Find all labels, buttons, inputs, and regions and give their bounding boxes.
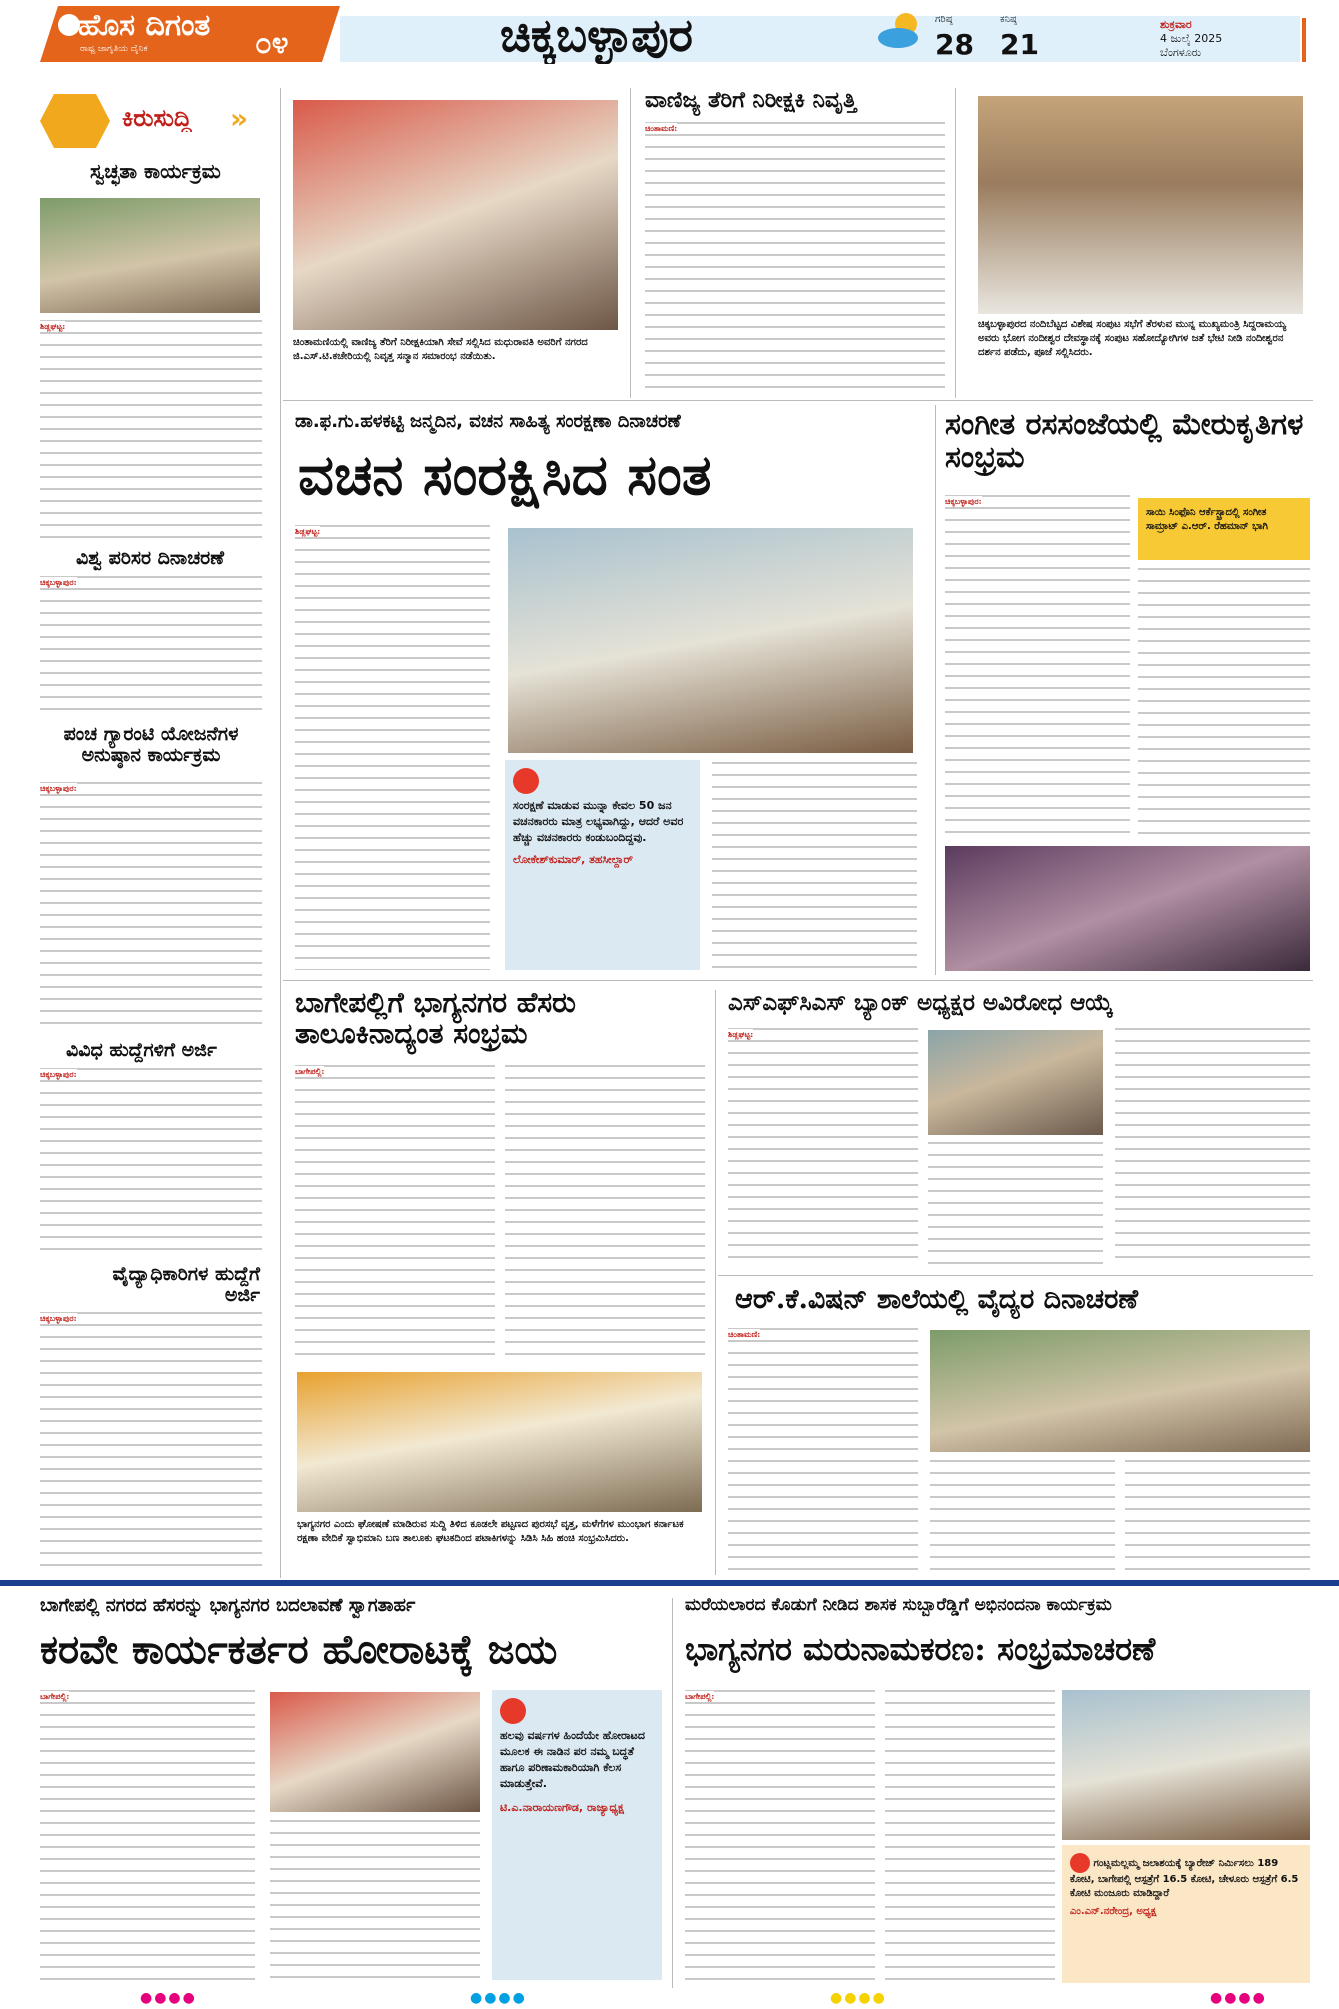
paper-logo-icon [58,14,80,36]
section-rule [283,400,1313,401]
section-rule [718,1275,1313,1276]
min-temp-label: ಕನಿಷ್ಠ [1000,14,1017,25]
registration-marks: ●●●● [470,1990,527,2006]
photo-retirement-felicitation [293,100,618,330]
weather-sun-cloud-icon [876,10,930,50]
page-number: ೦೪ [255,26,289,61]
masthead-band [340,16,1300,62]
quote-mark-icon [1070,1853,1090,1873]
min-temp: 21 [1000,28,1039,61]
registration-marks: ●●●● [1210,1990,1267,2006]
article-body [270,1820,480,1980]
brief-dateline: ಚಿಕ್ಕಬಳ್ಳಾಪುರ: [40,1069,77,1079]
article-body [928,1142,1103,1268]
headline-music: ಸಂಗೀತ ರಸಸಂಜೆಯಲ್ಲಿ ಮೇರುಕೃತಿಗಳ ಸಂಭ್ರಮ [945,407,1304,475]
article-body [885,1690,1055,1980]
article-body [930,1460,1115,1573]
article-dateline: ಬಾಗೇಪಲ್ಲಿ: [40,1691,70,1701]
brief-dateline: ಶಿಡ್ಲಘಟ್ಟ: [40,321,66,331]
brief-dateline: ಚಿಕ್ಕಬಳ್ಳಾಪುರ: [40,1313,77,1323]
brief-dateline: ಚಿಕ್ಕಬಳ್ಳಾಪುರ: [40,577,77,587]
quote-text: ಸಂರಕ್ಷಣೆ ಮಾಡುವ ಮುನ್ನಾ ಕೇವಲ 50 ಜನ ವಚನಕಾರರು ಮಾತ್ರ ಲಭ್ಯವಾಗಿದ್ದು, ಆದರೆ ಅವರ ಹೆಚ್ಚು ವಚನಕಾರರು ಕಂಡುಬಂದಿದ್ದವು. [513,799,684,844]
brief-body [40,1068,262,1258]
kirusuddi-header [40,92,265,150]
photo-bhagyanagara-celebration [297,1372,702,1512]
article-body [295,1065,495,1365]
kicker-karave: ಬಾಗೇಪಲ್ಲಿ ನಗರದ ಹೆಸರನ್ನು ಭಾಗ್ಯನಗರ ಬದಲಾವಣೆ ಸ್ವಾಗತಾರ್ಹ [40,1595,416,1616]
paper-name: ಹೊಸ ದಿಗಂತ [78,8,211,43]
brief-body [40,576,262,716]
column-rule [672,1598,673,1988]
article-dateline: ಚಿಂತಾಮಣಿ: [728,1329,761,1339]
article-dateline: ಶಿಡ್ಲಘಟ್ಟ: [295,526,321,536]
kirusuddi-title: ಕಿರುಸುದ್ದಿ [122,104,192,132]
max-temp-label: ಗರಿಷ್ಠ [935,14,953,25]
article-body [40,1690,255,1980]
quote-box-karave [492,1690,662,1980]
article-body [712,762,917,970]
masthead [0,0,1339,70]
brief-body [40,782,262,1032]
photo-doctors-day-students [930,1330,1310,1452]
registration-marks: ●●●● [830,1990,887,2006]
brief-heading: ಪಂಚ ಗ್ಯಾರಂಟಿ ಯೋಜನೆಗಳ ಅನುಷ್ಠಾನ ಕಾರ್ಯಕ್ರಮ [63,723,239,766]
article-body [1138,568,1310,835]
brief-photo-cleanup [40,198,260,313]
column-rule [955,88,956,398]
brief-heading: ವೈದ್ಯಾಧಿಕಾರಿಗಳ ಹುದ್ದೆಗೆ ಅರ್ಜಿ [112,1263,260,1306]
column-rule [715,990,716,1575]
article-dateline: ಚಿಂತಾಮಣಿ: [645,123,678,133]
photo-caption: ಚಿಂತಾಮಣಿಯಲ್ಲಿ ವಾಣಿಜ್ಯ ತೆರಿಗೆ ನಿರೀಕ್ಷಕಿಯಾಗಿ ಸೇವೆ ಸಲ್ಲಿಸಿದ ಮಧುರಾವತಿ ಅವರಿಗೆ ನಗರದ ಜಿ.ಎಸ್.ಟಿ.ಕಚೇರಿಯಲ್ಲಿ ನಿವೃತ್ತ ಸನ್ಮಾನ ಸಮಾರಂಭ ನಡೆಯಿತು. [293,337,588,362]
article-body [645,122,945,392]
headline-felicitation: ಭಾಗ್ಯನಗರ ಮರುನಾಮಕರಣ: ಸಂಭ್ರಮಾಚರಣೆ [685,1630,1156,1668]
article-dateline: ಬಾಗೇಪಲ್ಲಿ: [295,1066,325,1076]
highlight-box-music [1138,498,1310,560]
article-body [1115,1028,1310,1268]
brief-heading: ವಿಶ್ವ ಪರಿಸರ ದಿನಾಚರಣೆ [76,547,225,569]
headline-retirement: ವಾಣಿಜ್ಯ ತೆರಿಗೆ ನಿರೀಕ್ಷಕಿ ನಿವೃತ್ತಿ [645,87,857,113]
article-dateline: ಬಾಗೇಪಲ್ಲಿ: [685,1691,715,1701]
section-divider-band [0,1580,1339,1586]
headline-karave: ಕರವೇ ಕಾರ್ಯಕರ್ತರ ಹೋರಾಟಕ್ಕೆ ಜಯ [40,1626,558,1673]
section-rule [283,980,1313,981]
article-body [728,1328,918,1573]
quote-box-felicitation [1062,1845,1310,1983]
quote-attribution: ಲೋಕೇಶ್‌ಕುಮಾರ್, ತಹಸೀಲ್ದಾರ್ [513,853,633,866]
article-dateline: ಶಿಡ್ಲಘಟ್ಟ: [728,1029,754,1039]
edition-place: ಬೆಂಗಳೂರು [1160,46,1202,59]
weekday: ಶುಕ್ರವಾರ [1160,18,1192,31]
headline-doctors-day: ಆರ್.ಕೆ.ವಿಷನ್ ಶಾಲೆಯಲ್ಲಿ ವೈದ್ಯರ ದಿನಾಚರಣೆ [735,1284,1139,1315]
article-body [295,525,490,970]
photo-karave-protest [270,1692,480,1812]
date-block [1160,18,1300,60]
quote-mark-icon [513,768,539,794]
highlight-text: ಸಾಯಿ ಸಿಂಫೊನಿ ಆರ್ಕೆಸ್ಟ್ರಾದಲ್ಲಿ ಸಂಗೀತ ಸಾಮ್ರಾಟ್ ಎ.ಆರ್. ರೆಹಮಾನ್ ಭಾಗಿ [1146,507,1268,532]
photo-caption: ಚಿಕ್ಕಬಳ್ಳಾಪುರದ ನಂದಿಬೆಟ್ಟದ ವಿಶೇಷ ಸಂಪುಟ ಸಭೆಗೆ ತೆರಳುವ ಮುನ್ನ ಮುಖ್ಯಮಂತ್ರಿ ಸಿದ್ದರಾಮಯ್ಯ ಅವರು ಭೋಗ ನಂದೀಶ್ವರ ದೇವಸ್ಥಾನಕ್ಕೆ ಸಂಪುಟ ಸಹೋದ್ಯೋಗಿಗಳ ಜತೆ ಭೇಟಿ ನೀಡಿ ನಂದೀಶ್ವರನ ದರ್ಶನ ಪಡೆದು, ಪೂಜೆ ಸಲ್ಲಿಸಿದರು. [978,319,1287,358]
quote-box-vachana [505,760,700,970]
issue-date: 4 ಜುಲೈ 2025 [1160,32,1223,45]
article-body [505,1065,705,1365]
article-body [685,1690,875,1980]
kicker-felicitation: ಮರೆಯಲಾರದ ಕೊಡುಗೆ ನೀಡಿದ ಶಾಸಕ ಸುಬ್ಬಾರೆಡ್ಡಿಗೆ ಅಭಿನಂದನಾ ಕಾರ್ಯಕ್ರಮ [685,1595,1112,1615]
kicker-vachana: ಡಾ.ಫ.ಗು.ಹಳಕಟ್ಟಿ ಜನ್ಮದಿನ, ವಚನ ಸಾಹಿತ್ಯ ಸಂರಕ್ಷಣಾ ದಿನಾಚರಣೆ [295,411,681,432]
brief-heading: ಸ್ವಚ್ಛತಾ ಕಾರ್ಯಕ್ರಮ [90,159,221,183]
photo-halakatti-program [508,528,913,753]
article-body [1125,1460,1310,1573]
city-title: ಚಿಕ್ಕಬಳ್ಳಾಪುರ [500,8,694,62]
photo-caption: ಭಾಗ್ಯನಗರ ಎಂದು ಘೋಷಣೆ ಮಾಡಿರುವ ಸುದ್ದಿ ತಿಳಿದ ಕೂಡಲೇ ಪಟ್ಟಣದ ಪುರಸಭೆ ವೃತ್ತ, ಮಳೆಗೆಗಳ ಮುಂಭಾಗ ಕರ್ನಾಟಕ ರಕ್ಷಣಾ ವೇದಿಕೆ ಸ್ವಾಭಿಮಾನಿ ಬಣ ತಾಲೂಕು ಘಟಕದಿಂದ ಪಟಾಕಿಗಳನ್ನು ಸಿಡಿಸಿ ಸಿಹಿ ಹಂಚಿ ಸಂಭ್ರಮಿಸಿದರು. [297,1519,684,1544]
kirusuddi-badge-icon [40,94,110,148]
photo-temple-visit [978,96,1303,314]
registration-marks: ●●●● [140,1990,197,2006]
masthead-accent [1302,18,1306,62]
quote-mark-icon [500,1698,526,1724]
headline-sfcs: ಎಸ್‌ಎಫ್‌ಸಿಎಸ್ ಬ್ಯಾಂಕ್ ಅಧ್ಯಕ್ಷರ ಅವಿರೋಧ ಆಯ್ಕೆ [728,989,1114,1016]
quote-attribution: ಎಂ.ಎನ್.ನರೇಂದ್ರ, ಅಧ್ಯಕ್ಷ [1070,1906,1157,1917]
column-rule [630,88,631,398]
brief-body [40,1312,262,1572]
brief-heading: ವಿವಿಧ ಹುದ್ದೆಗಳಿಗೆ ಅರ್ಜಿ [66,1039,217,1061]
quote-text: ಹಲವು ವರ್ಷಗಳ ಹಿಂದೆಯೇ ಹೋರಾಟದ ಮೂಲಕ ಈ ನಾಡಿನ ಪರ ನಮ್ಮ ಬದ್ಧತೆ ಹಾಗೂ ಪರಿಣಾಮಕಾರಿಯಾಗಿ ಕೆಲಸ ಮಾಡುತ್ತೇವೆ. [500,1729,645,1790]
photo-music-concert [945,846,1310,971]
column-rule [280,88,281,1578]
brief-dateline: ಚಿಕ್ಕಬಳ್ಳಾಪುರ: [40,783,77,793]
headline-bhagyanagara: ಬಾಗೇಪಲ್ಲಿಗೆ ಭಾಗ್ಯನಗರ ಹೆಸರು ತಾಲೂಕಿನಾದ್ಯಂತ ಸಂಭ್ರಮ [295,986,576,1050]
article-body [728,1028,918,1268]
article-body [945,495,1130,835]
quote-attribution: ಟಿ.ಎ.ನಾರಾಯಣಗೌಡ, ರಾಜ್ಯಾಧ್ಯಕ್ಷ [500,1801,625,1814]
headline-vachana: ವಚನ ಸಂರಕ್ಷಿಸಿದ ಸಂತ [298,442,712,508]
max-temp: 28 [935,28,974,61]
kirusuddi-chevrons: » [230,102,249,135]
paper-tagline: ರಾಷ್ಟ್ರ ಜಾಗೃತಿಯ ದೈನಿಕ [80,44,148,54]
article-dateline: ಚಿಕ್ಕಬಳ್ಳಾಪುರ: [945,496,982,506]
photo-felicitation [1062,1690,1310,1840]
brief-body [40,320,262,540]
column-rule [935,405,936,975]
quote-text: ಗಂಟ್ಲಮಲ್ಲಮ್ಮ ಜಲಾಶಯಕ್ಕೆ ಬ್ಯಾರೇಜ್ ನಿರ್ಮಿಸಲು 189 ಕೋಟಿ, ಬಾಗೇಪಲ್ಲಿ ಆಸ್ಪತ್ರೆಗೆ 16.5 ಕೋಟಿ, ಚೇಳೂರು ಆಸ್ಪತ್ರೆಗೆ 6.5 ಕೋಟಿ ಮಂಜೂರು ಮಾಡಿದ್ದಾರೆ [1070,1858,1299,1899]
photo-bank-president [928,1030,1103,1135]
